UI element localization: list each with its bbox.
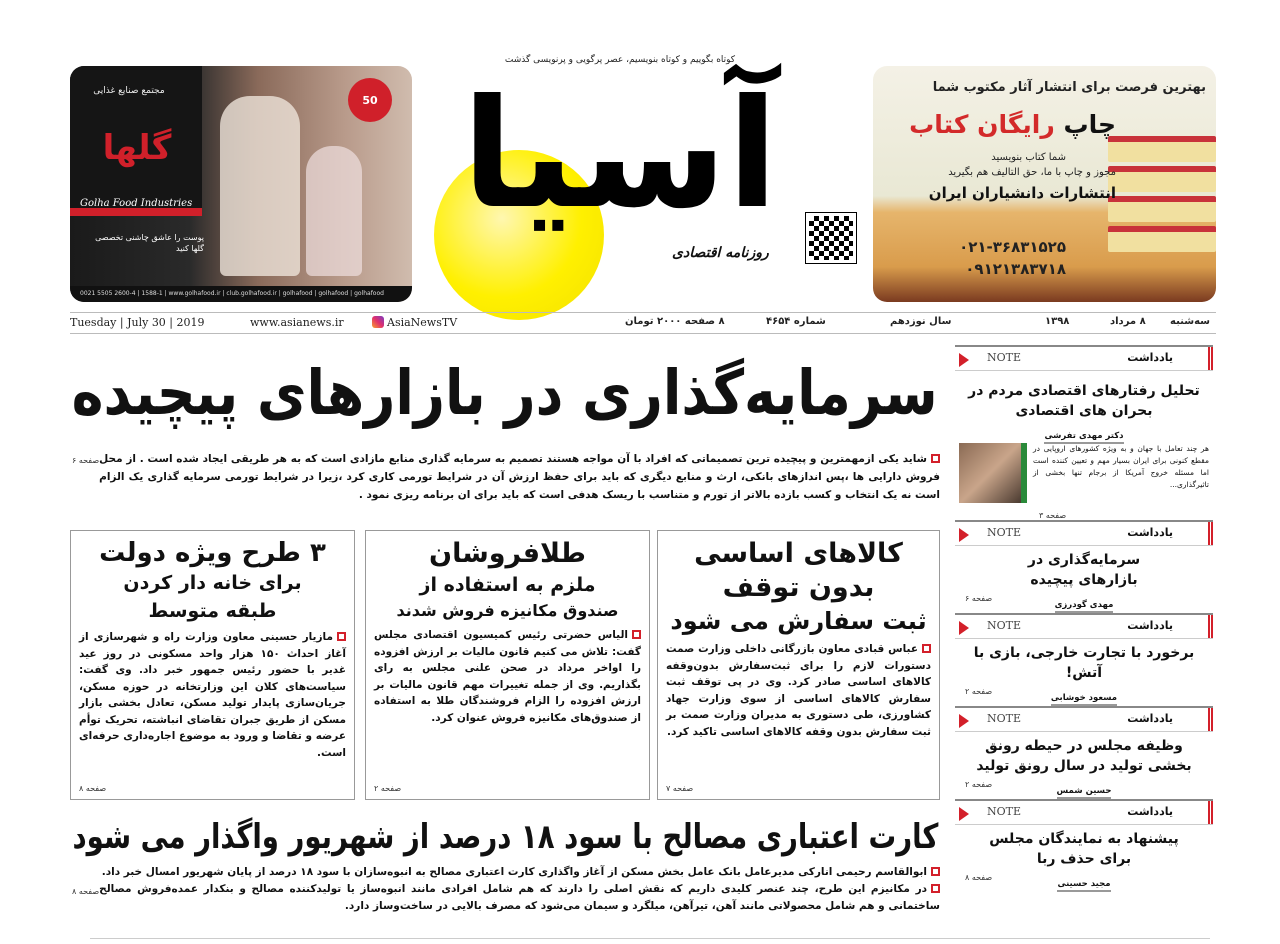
note-label-fa: یادداشت — [1127, 526, 1173, 539]
story-headline-text: بدون توقف — [722, 572, 875, 603]
story-headline-text: ثبت سفارش می شود — [670, 607, 927, 635]
note-footer — [959, 592, 1209, 608]
note-label-en: NOTE — [987, 619, 1022, 632]
main-headline[interactable] — [70, 348, 940, 438]
story-headline-text: برای خانه دار کردن — [123, 572, 302, 594]
note-label-fa: یادداشت — [1127, 351, 1173, 364]
story-headline-text: کالاهای اساسی — [694, 538, 903, 569]
page-ref[interactable]: صفحه ۲ — [965, 780, 993, 789]
ad-label: مجتمع صنایع غذایی — [93, 86, 165, 96]
note-label-en: NOTE — [987, 712, 1022, 725]
ad-phone: ۰۹۱۲۱۳۸۳۷۱۸ — [965, 260, 1066, 278]
note-title: وظیفه مجلس در حیطه رونق بخشی تولید در سال رونق تولید — [976, 738, 1192, 774]
red-bar-icon — [1208, 615, 1213, 638]
story-headline — [666, 537, 931, 571]
logo-subtitle: روزنامه اقتصادی — [672, 245, 769, 261]
story-housing-plans[interactable] — [70, 530, 355, 800]
website-link[interactable]: www.asianews.ir — [250, 316, 344, 329]
note-label-fa: یادداشت — [1127, 805, 1173, 818]
bullet-icon — [931, 454, 940, 463]
story-headline-text: طبقه متوسط — [148, 600, 277, 622]
ad-title-black: چاپ — [1063, 110, 1116, 139]
ad-book-printing[interactable] — [873, 66, 1216, 302]
ad-slogan: پوست را عاشق چاشنی تخصصی گلها کنید — [95, 233, 204, 253]
story-headline — [374, 571, 641, 599]
note-footer — [959, 685, 1209, 701]
page-ref[interactable]: صفحه ۸ — [965, 873, 993, 882]
bottom-headline-text: کارت اعتباری مصالح با سود ۱۸ درصد از شهریور واگذار می شود — [72, 817, 938, 857]
story-basic-goods[interactable] — [657, 530, 940, 800]
note-author: مجید حسینی — [1057, 878, 1110, 892]
story-text: مازیار حسینی معاون وزارت راه و شهرسازی از آغاز احداث ۱۵۰ هزار واحد مسکونی در روز عید غدیر با حضور رئیس جمهور خبر داد. وی گفت: سیاست‌های کلان این وزارتخانه در حوزه مسکن، جریان‌سازی پایدار تولید مسکن، تعادل بخشی بازار مسکن از طریق جبران تقاضای انباشته، تحریک توأم عرضه و تقاضا و ورود به موضوع اجاره‌داری حرفه‌ای است. — [79, 631, 347, 759]
story-headline-text: صندوق مکانیزه فروش شدند — [396, 601, 619, 620]
story-body — [374, 627, 641, 726]
note-author: حسین شمس — [1057, 785, 1112, 799]
pages-price: ۸ صفحه ۲۰۰۰ تومان — [625, 316, 725, 327]
year-fa: ۱۳۹۸ — [1045, 316, 1070, 327]
newspaper-logo: آسیا — [461, 68, 779, 242]
page-ref[interactable]: صفحه ۶ — [72, 456, 100, 465]
story-body — [666, 641, 931, 740]
story-headline-text: ملزم به استفاده از — [419, 574, 596, 596]
story-headline — [374, 537, 641, 571]
red-bar-icon — [1208, 801, 1213, 824]
motto: کوتاه بگوییم و کوتاه بنویسیم، عصر پرگویی و پرنویسی گذشت — [504, 55, 736, 65]
note-label-fa: یادداشت — [1127, 619, 1173, 632]
page-ref[interactable]: صفحه ۷ — [666, 784, 694, 793]
page-ref[interactable]: صفحه ۲ — [374, 784, 402, 793]
story-headline-text: طلافروشان — [429, 538, 586, 569]
ad-title — [909, 110, 1116, 139]
triangle-icon — [959, 528, 969, 542]
bottom-text: در مکانیزم این طرح، چند عنصر کلیدی داریم که نقش اصلی را دارند که هم شامل افرادی مانند انبوه‌ساز یا تولیدکننده مصالح و بنکدار عمده‌فروش مصالح ساختمانی و هم شامل محصولاتی مانند آهن، تیرآهن، میلگرد و سیمان می‌شود که مصرف بالایی در ساخت‌وساز دارد. — [99, 883, 940, 912]
ad-golha[interactable] — [70, 66, 412, 302]
story-gold-sellers[interactable] — [365, 530, 650, 800]
note-label-fa: یادداشت — [1127, 712, 1173, 725]
triangle-icon — [959, 714, 969, 728]
note-item[interactable] — [955, 732, 1213, 796]
ad-line: مجوز و چاپ با ما، حق التالیف هم بگیرید — [948, 167, 1116, 178]
note-footer — [959, 423, 1209, 439]
story-headline — [666, 605, 931, 637]
bullet-icon — [931, 884, 940, 893]
divider — [90, 938, 1210, 939]
note-header — [955, 799, 1213, 825]
note-footer — [959, 871, 1209, 887]
bullet-icon — [337, 632, 346, 641]
note-title: برخورد با تجارت خارجی، بازی با آتش! — [973, 645, 1195, 681]
note-title: تحلیل رفتارهای اقتصادی مردم در بحران های اقتصادی — [968, 383, 1200, 419]
ad-publisher: انتشارات دانشیاران ایران — [928, 184, 1116, 202]
note-label-en: NOTE — [987, 805, 1022, 818]
date-fa: ۸ مرداد — [1110, 316, 1146, 327]
note-author: مسعود خوشابی — [1051, 692, 1117, 706]
info-bar — [70, 312, 1216, 334]
ad-line: شما کتاب بنویسید — [991, 152, 1066, 163]
note-title: سرمایه‌گذاری در بازارهای پیچیده — [1027, 552, 1141, 588]
story-headline — [666, 571, 931, 605]
lead-paragraph — [72, 450, 940, 504]
note-author: مهدی گودرزی — [1055, 599, 1114, 613]
ad-title-red: رایگان کتاب — [909, 110, 1055, 139]
notes-sidebar — [955, 342, 1213, 889]
note-author: دکتر مهدی تفرشی — [1044, 430, 1123, 444]
note-label-en: NOTE — [987, 526, 1022, 539]
bottom-text: ابوالقاسم رحیمی انارکی مدیرعامل بانک عامل بخش مسکن از آغاز واگذاری کارت اعتباری مصالح به انبوه‌سازان با سود ۱۸ درصد از پایان شهریور امسال خبر داد. — [101, 866, 927, 878]
weekday: سه‌شنبه — [1170, 316, 1210, 327]
story-body — [79, 629, 346, 761]
red-bar-icon — [1208, 708, 1213, 731]
note-header — [955, 613, 1213, 639]
author-photo — [959, 443, 1027, 503]
ad-badge: 50 — [348, 78, 392, 122]
ad-photo-man — [220, 96, 300, 276]
story-headline — [374, 599, 641, 623]
note-header — [955, 520, 1213, 546]
note-label-en: NOTE — [987, 351, 1022, 364]
note-item[interactable] — [955, 371, 1213, 520]
instagram-icon — [372, 316, 384, 328]
note-excerpt: هر چند تعامل با جهان و به ویژه کشورهای اروپایی در مقطع کنونی برای ایران بسیار مهم و تعیین کننده است اما مسئله خروج آمریکا از برجام تنها بخشی از تاثیرگذاری... — [1033, 444, 1209, 489]
story-text: عباس قبادی معاون بازرگانی داخلی وزارت صمت دستورات لازم را برای ثبت‌سفارش بدون‌وقفه کالاهای اساسی صادر کرد. وی در پی توقف ثبت سفارش کالاهای اساسی از سوی وزارت جهاد کشاورزی، طی دستوری به مدیران وزارت صمت بر ثبت سفارش بدون وقفه کالاهای اساسی تاکید کرد. — [666, 643, 931, 738]
note-title: پیشنهاد به نمایندگان مجلس برای حذف ربا — [989, 831, 1179, 867]
page-ref[interactable]: صفحه ۸ — [72, 887, 100, 896]
note-excerpt-row — [959, 443, 1209, 503]
story-headline — [79, 597, 346, 625]
qr-code-icon[interactable] — [806, 213, 856, 263]
ad-footer: 0021 5505 2600-4 | 1588-1 | www.golhafood.ir | club.golhafood.ir | golhafood | golhafood | golhafood — [70, 286, 412, 302]
red-bar-icon — [1208, 347, 1213, 370]
story-headline — [79, 569, 346, 597]
page-ref[interactable]: صفحه ۸ — [79, 784, 107, 793]
bottom-body — [72, 864, 940, 915]
bullet-icon — [632, 630, 641, 639]
story-headline — [79, 537, 346, 569]
story-headline-text: ۳ طرح ویژه دولت — [99, 538, 326, 568]
triangle-icon — [959, 807, 969, 821]
bottom-headline[interactable] — [70, 812, 940, 862]
note-header — [955, 345, 1213, 371]
page-ref[interactable]: صفحه ۳ — [1039, 511, 1067, 520]
note-item[interactable] — [955, 546, 1213, 610]
lead-text: شاید یکی ازمهمترین و پیچیده ترین تصمیماتی که افراد با آن مواجه هستند تصمیم به سرمایه گذاری منابع مازادی است که به هر طریقی ایجاد شده است . از محل فروش دارایی ها ،پس اندازهای بانکی، ارث و منابع دیگری که باید برای حفظ ارزش آن در شرایط تورمی کاری کرد ،زیرا در شرایط تورمی سرمایه گذاری یک الزام است نه یک انتخاب و کسب بازده بالاتر از تورم و متناسب با ریسک هدفی است که باید برای ان برنامه ریزی نمود . — [99, 453, 940, 501]
ad-line: بهترین فرصت برای انتشار آثار مکتوب شما — [932, 80, 1206, 95]
story-text: الیاس حضرتی رئیس کمیسیون اقتصادی مجلس گفت: تلاش می کنیم قانون مالیات بر ارزش افزوده را اواخر مرداد در صحن علنی مجلس به رای بگذاریم. وی از جمله تغییرات مهم قانون مالیات بر ارزش افزوده را الزام فروشندگان طلا به استفاده از صندوق‌های مکانیزه فروش عنوان کرد. — [374, 629, 641, 724]
ad-phone: ۰۲۱-۳۶۸۳۱۵۲۵ — [959, 238, 1066, 256]
bullet-icon — [931, 867, 940, 876]
red-bar-icon — [1208, 522, 1213, 545]
triangle-icon — [959, 621, 969, 635]
triangle-icon — [959, 353, 969, 367]
main-headline-text: سرمایه‌گذاری در بازارهای پیچیده — [71, 356, 939, 429]
page-ref[interactable]: صفحه ۶ — [965, 594, 993, 603]
books-icon — [1108, 136, 1216, 266]
page-ref[interactable]: صفحه ۲ — [965, 687, 993, 696]
bullet-icon — [922, 644, 931, 653]
instagram-handle: AsiaNewsTV — [387, 316, 458, 329]
ad-english: Golha Food Industries — [80, 198, 193, 209]
note-item[interactable] — [955, 639, 1213, 703]
note-item[interactable] — [955, 825, 1213, 889]
ad-brand: گلها — [102, 128, 172, 168]
ad-photo-girl — [306, 146, 362, 276]
instagram-link[interactable] — [372, 316, 457, 329]
year-volume: سال نوزدهم — [890, 316, 952, 327]
note-header — [955, 706, 1213, 732]
issue-number: شماره ۴۶۵۴ — [766, 316, 826, 327]
date-english: Tuesday | July 30 | 2019 — [70, 316, 205, 329]
note-footer — [959, 778, 1209, 794]
